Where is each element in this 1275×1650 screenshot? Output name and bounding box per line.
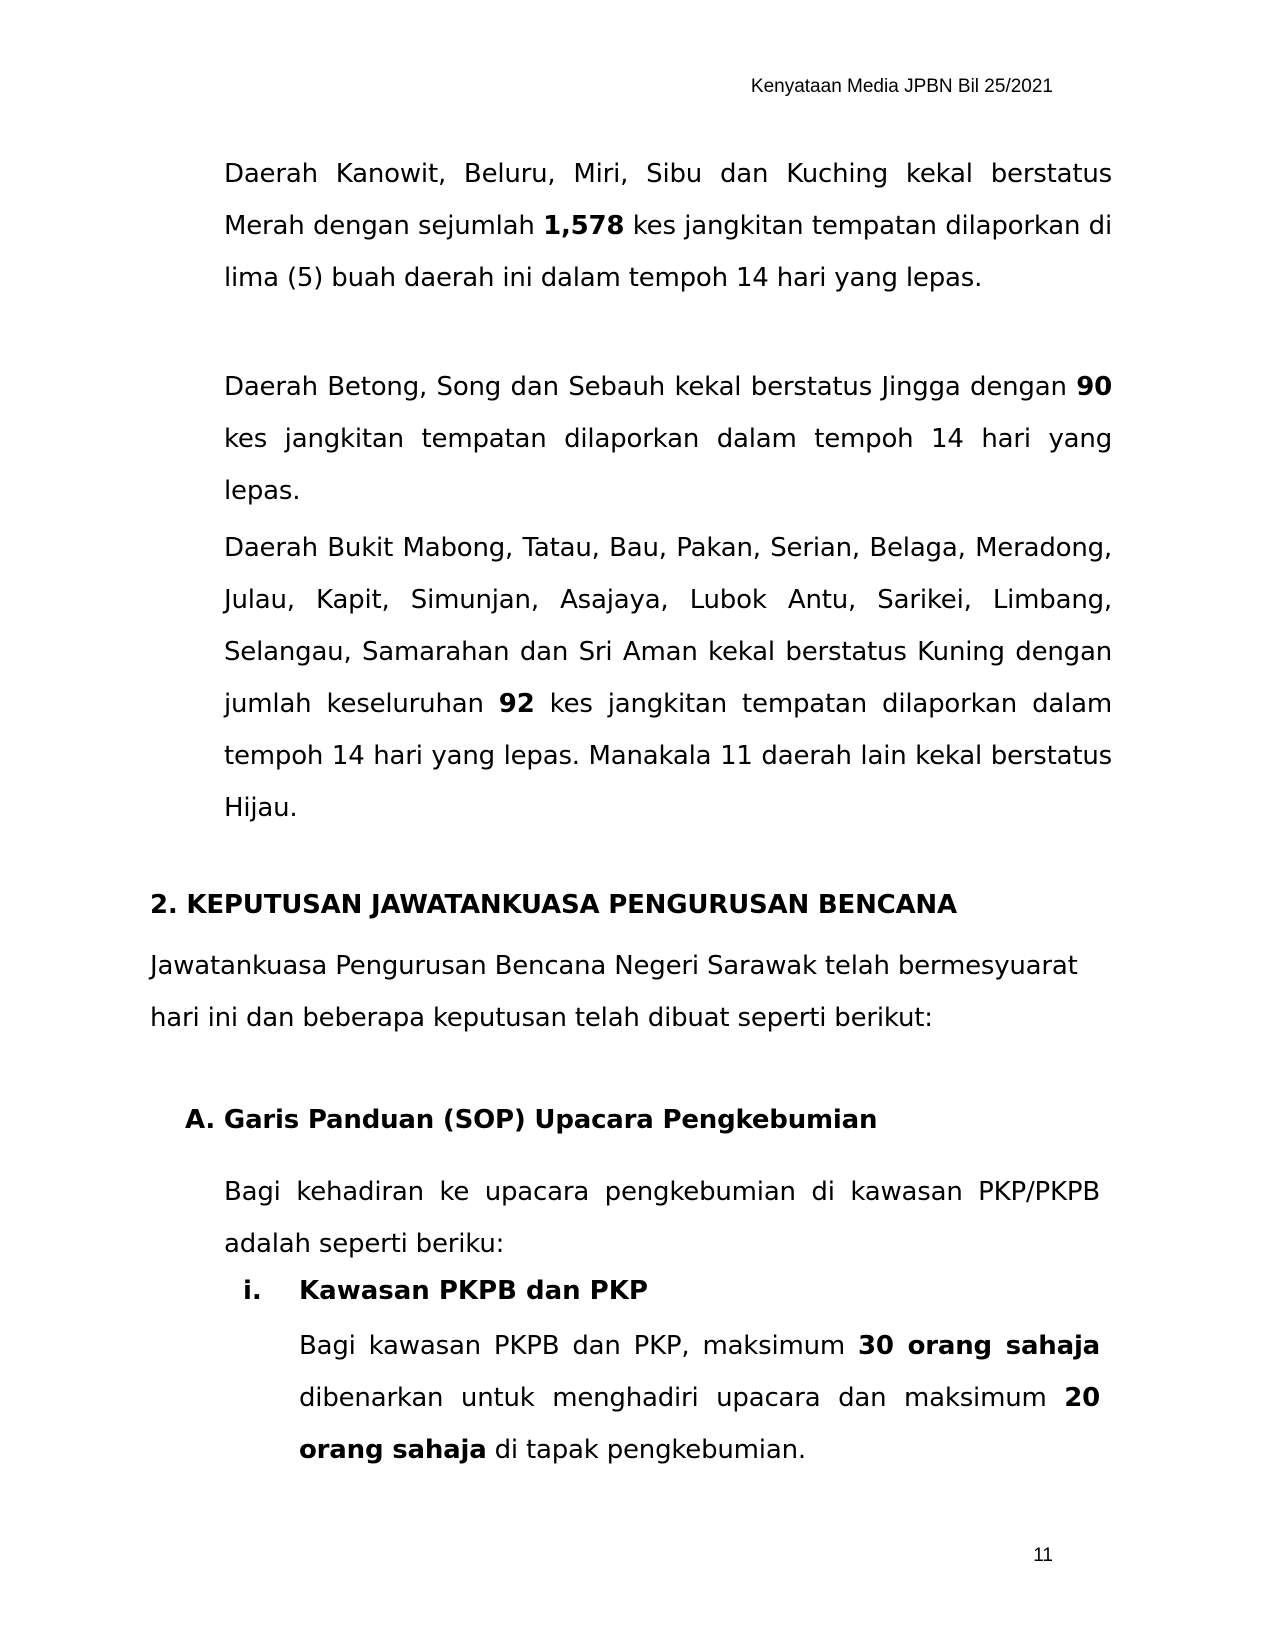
section-2-intro: Jawatankuasa Pengurusan Bencana Negeri Sarawak telah bermesyuarat hari ini dan beberapa keputusan telah dibuat seperti berikut:: [150, 951, 1078, 1033]
red-zone-case-count: 1,578: [543, 211, 625, 241]
subsection-a-intro: Bagi kehadiran ke upacara pengkebumian di kawasan PKP/PKPB adalah seperti beriku:: [224, 1177, 1100, 1259]
orange-zone-case-count: 90: [1076, 372, 1112, 402]
item-i-bold-b: 20 orang sahaja: [299, 1383, 1100, 1465]
paragraph-yellow-zone: [224, 522, 1112, 834]
paragraph-yellow-text-b: kes jangkitan tempatan dilaporkan dalam tempoh 14 hari yang lepas. Manakala 11 daerah lain kekal berstatus Hijau.: [224, 689, 1112, 823]
paragraph-red-text-b: kes jangkitan tempatan dilaporkan di lima (5) buah daerah ini dalam tempoh 14 hari yang lepas.: [224, 211, 1112, 293]
subsection-a-heading: A. Garis Panduan (SOP) Upacara Pengkebumian: [185, 1105, 878, 1135]
paragraph-red-text-a: Daerah Kanowit, Beluru, Miri, Sibu dan Kuching kekal berstatus Merah dengan sejumlah: [224, 159, 1112, 241]
item-i-text-b: dibenarkan untuk menghadiri upacara dan maksimum: [299, 1383, 1065, 1413]
item-i-title: Kawasan PKPB dan PKP: [299, 1276, 648, 1306]
paragraph-orange-text-b: kes jangkitan tempatan dilaporkan dalam tempoh 14 hari yang lepas.: [224, 424, 1112, 506]
document-reference-header: Kenyataan Media JPBN Bil 25/2021: [750, 76, 1053, 97]
item-i-text-c: di tapak pengkebumian.: [486, 1435, 806, 1465]
item-i-number: i.: [243, 1276, 262, 1306]
page-number: 11: [1033, 1545, 1053, 1566]
paragraph-yellow-text-a: Daerah Bukit Mabong, Tatau, Bau, Pakan, Serian, Belaga, Meradong, Julau, Kapit, Simunjan, Asajaya, Lubok Antu, Sarikei, Limbang, Selangau, Samarahan dan Sri Aman kekal berstatus Kuning dengan jumlah keseluruhan: [224, 533, 1112, 719]
yellow-zone-case-count: 92: [498, 689, 535, 719]
paragraph-orange-zone: [224, 361, 1112, 517]
paragraph-orange-text-a: Daerah Betong, Song dan Sebauh kekal berstatus Jingga dengan: [224, 372, 1077, 402]
section-2-heading: 2. KEPUTUSAN JAWATANKUASA PENGURUSAN BENCANA: [150, 890, 957, 920]
item-i-text-a: Bagi kawasan PKPB dan PKP, maksimum: [299, 1331, 859, 1361]
item-i-body: [299, 1320, 1100, 1476]
paragraph-red-zone: [224, 148, 1112, 304]
item-i-bold-a: 30 orang sahaja: [858, 1331, 1101, 1361]
